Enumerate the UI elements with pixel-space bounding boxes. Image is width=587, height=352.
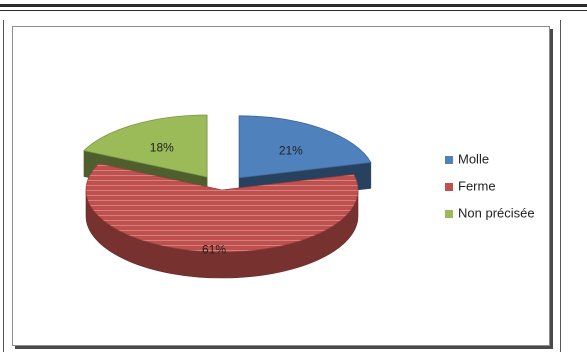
- legend-label: Ferme: [458, 178, 496, 194]
- legend: [445, 151, 535, 220]
- legend-item: [445, 151, 489, 166]
- slice-label: 61%: [202, 242, 227, 257]
- legend-label: Molle: [458, 151, 490, 167]
- slice-label: 18%: [149, 140, 174, 155]
- legend-swatch: [445, 156, 453, 164]
- legend-swatch: [445, 183, 453, 191]
- pie-slices: [84, 115, 371, 278]
- legend-item: [445, 178, 496, 193]
- legend-label: Non précisée: [458, 205, 535, 221]
- legend-item: [445, 205, 535, 220]
- pie-slice-ferme: [86, 164, 358, 278]
- legend-swatch: [445, 210, 453, 218]
- slice-label: 21%: [278, 143, 303, 158]
